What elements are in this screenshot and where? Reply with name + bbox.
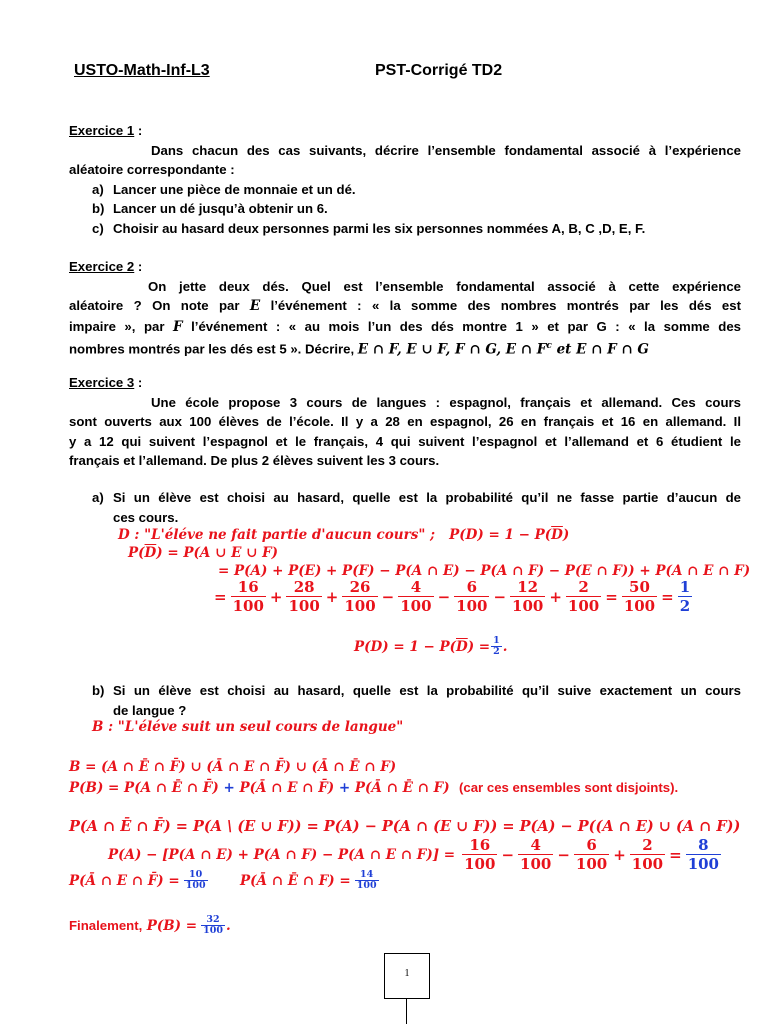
operator: + bbox=[269, 587, 283, 606]
operator: − bbox=[437, 587, 451, 606]
math-text: ) = bbox=[467, 638, 491, 655]
fraction-denominator: 100 bbox=[623, 597, 656, 615]
event-B-definition bbox=[92, 719, 403, 735]
final-label: Finalement, bbox=[69, 917, 143, 933]
fraction bbox=[231, 578, 266, 615]
fraction-numerator: 8 bbox=[686, 836, 721, 855]
list-item bbox=[92, 199, 741, 219]
course-header: USTO-Math-Inf-L3 bbox=[74, 62, 210, 79]
operator: + bbox=[613, 845, 626, 864]
document-title: PST-Corrigé TD2 bbox=[375, 62, 503, 79]
operator: = bbox=[214, 587, 227, 606]
fraction-numerator: 1 bbox=[679, 578, 691, 596]
operator: = bbox=[661, 587, 674, 606]
math-symbol: $\overline{D}$ bbox=[456, 638, 468, 655]
text-run: l’événement : « la somme des nombres montrés par les dés est bbox=[260, 298, 741, 313]
fraction bbox=[342, 578, 377, 615]
math-expression: et E ∩ F ∩ G bbox=[551, 341, 649, 358]
exercise-1 bbox=[69, 121, 741, 238]
math-symbol: D bbox=[118, 527, 130, 543]
math-text: . bbox=[225, 917, 231, 934]
fraction-numerator: 16 bbox=[231, 578, 266, 597]
question-b-line2: de langue ? bbox=[113, 702, 187, 718]
fraction-denominator: 100 bbox=[512, 597, 544, 615]
list-item-label: a) bbox=[92, 181, 104, 197]
fraction-denominator: 100 bbox=[631, 855, 664, 873]
fraction-denominator: 100 bbox=[520, 855, 552, 873]
fraction bbox=[454, 578, 489, 615]
exercise-2-line4 bbox=[69, 337, 741, 360]
question-b-label: b) bbox=[92, 683, 105, 698]
list-item-text: Lancer une pièce de monnaie et un dé. bbox=[113, 181, 356, 197]
math-symbol: E bbox=[249, 298, 261, 314]
operator: + bbox=[549, 587, 562, 606]
fraction-denominator: 100 bbox=[575, 855, 608, 873]
fraction bbox=[398, 578, 433, 615]
math-text: P(Ā ∩ E ∩ F̄) bbox=[239, 780, 335, 796]
fraction bbox=[574, 836, 609, 873]
fraction-denominator: 100 bbox=[356, 880, 377, 891]
operator: + bbox=[325, 587, 339, 606]
page-number: 1 bbox=[384, 953, 430, 999]
math-text: P(D) = 1 − P( bbox=[354, 638, 456, 655]
question-a-label: a) bbox=[92, 490, 104, 505]
exercise-1-colon: : bbox=[134, 123, 143, 138]
operator: − bbox=[557, 845, 570, 864]
question-a-line2: ces cours. bbox=[113, 509, 179, 525]
fraction-denominator: 100 bbox=[456, 597, 488, 615]
fraction-numerator: 28 bbox=[286, 578, 321, 597]
list-item bbox=[92, 219, 741, 239]
fraction-denominator: 100 bbox=[344, 597, 376, 615]
fraction-numerator: 12 bbox=[510, 578, 545, 597]
fraction bbox=[286, 578, 321, 615]
math-text: P(Ā ∩ E ∩ F̄) = bbox=[69, 872, 180, 889]
fraction bbox=[491, 636, 502, 657]
inclusion-exclusion-line: = P(A) + P(E) + P(F) − P(A ∩ E) − P(A ∩ F) − P(E ∩ F)) + P(A ∩ E ∩ F) bbox=[218, 563, 751, 579]
fraction-denominator: 100 bbox=[464, 855, 496, 873]
fraction-denominator: 100 bbox=[567, 597, 600, 615]
P-E-only bbox=[69, 870, 209, 891]
fraction bbox=[201, 915, 225, 936]
operator: − bbox=[493, 587, 507, 606]
fraction bbox=[518, 836, 553, 873]
math-symbol: $\overline{D}$ bbox=[144, 545, 157, 561]
fraction-numerator: 2 bbox=[630, 836, 665, 855]
fraction-numerator: 6 bbox=[454, 578, 489, 597]
exercise-1-title: Exercice 1 bbox=[69, 123, 135, 138]
list-item-text: Lancer un dé jusqu’à obtenir un 6. bbox=[113, 201, 328, 216]
math-text: P( bbox=[128, 545, 145, 561]
fraction bbox=[355, 870, 379, 891]
math-expression: P(D) = 1 − P( bbox=[449, 527, 552, 543]
fraction-numerator: 4 bbox=[518, 836, 553, 855]
fraction-numerator: 50 bbox=[622, 578, 657, 597]
exercise-3 bbox=[69, 373, 741, 471]
event-D-definition bbox=[118, 527, 569, 543]
math-text: P(Ā ∩ Ē ∩ F) bbox=[354, 780, 450, 796]
P-F-only bbox=[240, 870, 380, 891]
math-symbol: F bbox=[173, 318, 183, 335]
math-superscript: c bbox=[546, 341, 552, 351]
plus-sign: + bbox=[223, 780, 235, 796]
footer-line bbox=[406, 998, 407, 1024]
P-A-only-expansion: P(A ∩ Ē ∩ F̄) = P(A \ (E ∪ F)) = P(A) − P(A ∩ (E ∪ F)) = P(A) − P((A ∩ E) ∪ (A ∩ F)) bbox=[69, 818, 741, 835]
exercise-2-colon: : bbox=[134, 259, 143, 274]
fraction bbox=[510, 578, 545, 615]
fraction bbox=[630, 836, 665, 873]
math-symbol: B bbox=[92, 719, 104, 735]
exercise-3-title: Exercice 3 bbox=[69, 375, 135, 390]
final-result bbox=[69, 915, 231, 936]
exercise-3-line4: français et l’allemand. De plus 2 élèves suivent les 3 cours. bbox=[69, 453, 440, 468]
disjoint-note: (car ces ensembles sont disjoints). bbox=[459, 780, 679, 795]
fraction-denominator: 100 bbox=[288, 597, 320, 615]
exercise-1-intro-line1: Dans chacun des cas suivants, décrire l’ensemble fondamental associé à l’expérience bbox=[151, 142, 741, 158]
question-a-line1: Si un élève est choisi au hasard, quelle est la probabilité qu’il ne fasse partie d’aucun de bbox=[113, 490, 741, 505]
exercise-2-line1: On jette deux dés. Quel est l’ensemble fondamental associé à cette expérience bbox=[148, 278, 741, 294]
fraction-numerator: 1 bbox=[493, 635, 500, 646]
exercise-2-title: Exercice 2 bbox=[69, 259, 135, 274]
math-text: ) bbox=[562, 527, 570, 543]
plus-sign: + bbox=[338, 780, 351, 796]
fraction-numerator: 6 bbox=[574, 836, 609, 855]
exercise-3-line2: sont ouverts aux 100 élèves de l’école. Il y a 28 en espagnol, 26 en français et 16 en allemand. Il bbox=[69, 414, 741, 429]
fraction bbox=[686, 836, 721, 873]
exercise-2-line2 bbox=[69, 296, 741, 317]
exercise-2-line3 bbox=[69, 317, 741, 338]
fraction-denominator: 2 bbox=[493, 646, 500, 657]
result-P-D bbox=[354, 636, 507, 657]
math-symbol: $\overline{D}$ bbox=[551, 527, 563, 543]
fraction-denominator: 2 bbox=[679, 597, 691, 615]
math-expression: E ∩ F, E ∪ F, F ∩ G, E ∩ F bbox=[357, 341, 547, 358]
math-text: P(A) − [P(A ∩ E) + P(A ∩ F) − P(A ∩ E ∩ F)] = bbox=[108, 846, 456, 863]
complement-equation bbox=[128, 545, 278, 561]
fraction bbox=[678, 578, 692, 615]
question-b bbox=[92, 681, 741, 720]
operator: − bbox=[381, 587, 395, 606]
fraction-denominator: 100 bbox=[687, 855, 719, 873]
math-text: P(B) = P(A ∩ Ē ∩ F̄) bbox=[69, 780, 219, 796]
operator: = bbox=[669, 845, 682, 864]
fraction-numerator: 26 bbox=[342, 578, 377, 597]
exercise-3-line1: Une école propose 3 cours de langues : espagnol, français et allemand. Ces cours bbox=[151, 394, 741, 410]
text-run: l’événement : « au mois l’un des dés montre 1 » et par G : « la somme des bbox=[182, 318, 741, 334]
question-b-line1: Si un élève est choisi au hasard, quelle est la probabilité qu’il suive exactement un cours bbox=[113, 683, 741, 698]
fraction-numerator: 2 bbox=[566, 578, 601, 597]
math-text: : "L'éléve ne fait partie d'aucun cours" ; bbox=[129, 527, 436, 543]
math-text: : "L'éléve suit un seul cours de langue" bbox=[103, 719, 404, 735]
fraction-sum-row bbox=[211, 578, 693, 615]
math-text: P(B) = bbox=[146, 917, 198, 934]
operator: = bbox=[605, 587, 618, 606]
math-text: P(Ā ∩ Ē ∩ F) = bbox=[240, 872, 351, 889]
fraction-denominator: 100 bbox=[185, 880, 206, 891]
list-item-label: b) bbox=[92, 201, 105, 216]
fraction-denominator: 100 bbox=[232, 597, 264, 615]
fraction-numerator: 32 bbox=[201, 915, 225, 926]
list-item-label: c) bbox=[92, 220, 104, 236]
fraction bbox=[184, 870, 208, 891]
math-text: . bbox=[502, 638, 508, 655]
P-B-sum bbox=[69, 778, 678, 798]
fraction-denominator: 100 bbox=[400, 597, 432, 615]
exercise-2 bbox=[69, 257, 741, 360]
list-item-text: Choisir au hasard deux personnes parmi les six personnes nommées A, B, C ,D, E, F. bbox=[113, 220, 646, 236]
fraction bbox=[566, 578, 601, 615]
fraction-numerator: 14 bbox=[355, 870, 379, 881]
exercise-1-intro-line2: aléatoire correspondante : bbox=[69, 162, 235, 177]
operator: − bbox=[501, 845, 515, 864]
fraction-numerator: 4 bbox=[398, 578, 433, 597]
P-A-only-computation bbox=[108, 836, 722, 873]
question-a bbox=[92, 488, 741, 527]
fraction-denominator: 100 bbox=[203, 925, 223, 936]
exercise-3-colon: : bbox=[134, 375, 143, 390]
fraction-numerator: 10 bbox=[184, 870, 208, 881]
fraction-numerator: 16 bbox=[462, 836, 497, 855]
text-run: impaire », par bbox=[69, 318, 173, 334]
fraction bbox=[462, 836, 497, 873]
set-B-decomposition: B = (A ∩ Ē ∩ F̄) ∪ (Ā ∩ E ∩ F̄) ∪ (Ā ∩ Ē ∩ F) bbox=[69, 759, 397, 775]
text-run: aléatoire ? On note par bbox=[69, 298, 250, 313]
text-run: nombres montrés par les dés est 5 ». Décrire, bbox=[69, 341, 358, 357]
list-item bbox=[92, 180, 741, 200]
math-text: ) = P(A ∪ E ∪ F) bbox=[156, 545, 279, 561]
exercise-3-line3: y a 12 qui suivent l’espagnol et le français, 4 qui suivent l’espagnol et l’allemand et 6 étudient le bbox=[69, 433, 741, 449]
fraction bbox=[622, 578, 657, 615]
